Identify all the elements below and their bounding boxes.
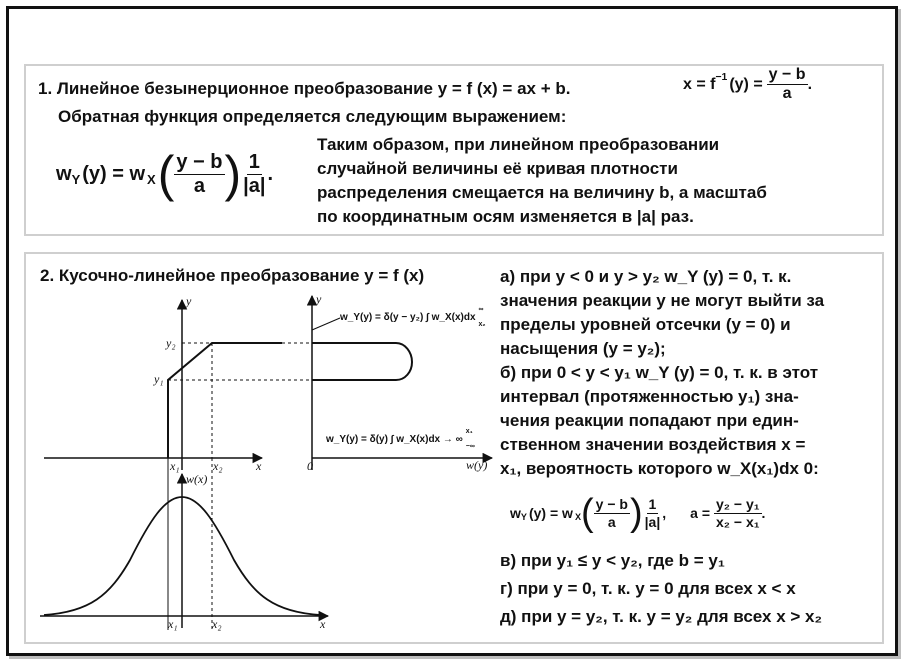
inverse-lhs: x = f — [683, 75, 716, 93]
condition-line: значения реакции y не могут выйти за — [500, 291, 825, 310]
condition-line: насыщения (y = y₂); — [500, 339, 666, 358]
label-y-axis-right: y — [316, 292, 322, 306]
transfer-curve — [168, 343, 282, 458]
density-lhs-sub: Y — [71, 171, 81, 187]
inverse-sup: −1 — [715, 72, 728, 84]
a-den: x₂ − x₁ — [716, 513, 760, 530]
label-y2: y₂ — [166, 336, 176, 350]
condition-line: пределы уровней отсечки (y = 0) и — [500, 315, 791, 334]
mid-mid-sub: X — [574, 512, 582, 522]
label-x1: x₁ — [170, 459, 180, 473]
label-x1-bottom: x₁ — [168, 617, 178, 631]
inverse-end: . — [807, 75, 813, 93]
a-end: . — [761, 505, 766, 521]
mid-one-frac — [643, 496, 663, 529]
density-abs: |a| — [243, 174, 266, 197]
a-fraction — [714, 496, 762, 529]
a-lhs: a = — [690, 505, 710, 521]
condition-line: а) при y < 0 и y > y₂ w_Y (y) = 0, т. к. — [500, 267, 792, 286]
inverse-num: y − b — [767, 66, 808, 85]
mid-mid: (y) = w — [528, 505, 573, 521]
formula-bottom-lower: −∞ — [465, 443, 475, 450]
section1-title: 1. Линейное безынерционное преобразование y = f (x) = ax + b. — [38, 79, 571, 98]
mid-lhs-sub: Y — [520, 512, 527, 522]
condition-line: x₁, вероятность которого w_X(x₁)dx 0: — [500, 459, 819, 478]
conclusion-line: распределения смещается на величину b, а масштаб — [317, 183, 767, 202]
formula-top-text: w_Y(y) = δ(y − y₂) ∫ w_X(x)dx — [340, 311, 476, 323]
mid-paren-open: ( — [581, 492, 594, 534]
paren-open: ( — [157, 146, 175, 202]
condition-line: чения реакции попадают при един- — [500, 411, 799, 430]
paren-close: ) — [224, 146, 242, 202]
conclusion-line: по координатным осям изменяется в |a| раз. — [317, 207, 694, 226]
formula-bottom-limits — [466, 428, 475, 450]
label-y-axis: y — [186, 294, 192, 308]
condition-line: интервал (протяженностью y₁) зна- — [500, 387, 799, 406]
formula-bottom-upper: x₁ — [465, 428, 473, 435]
delta-formula-bottom — [326, 428, 475, 450]
density-num: y − b — [176, 150, 223, 173]
a-num: y₂ − y₁ — [716, 496, 760, 513]
inverse-arg: (y) = — [729, 75, 763, 93]
density-mid: (y) = w — [82, 162, 146, 185]
density-mid-sub: X — [147, 171, 156, 187]
item-g: г) при y = 0, т. к. y = 0 для всех x < x — [500, 579, 796, 598]
formula-top-lower: x₂ — [478, 321, 486, 328]
inverse-den: a — [782, 85, 792, 103]
label-x2: x₂ — [213, 459, 223, 473]
mid-fraction — [594, 496, 630, 529]
formula-top-limits — [479, 306, 486, 328]
item-d: д) при y = y₂, т. к. y = y₂ для всех x > x₂ — [500, 607, 823, 626]
conclusion-line: Таким образом, при линейном преобразовании — [317, 135, 720, 154]
formula-bottom-text: w_Y(y) = δ(y) ∫ w_X(x)dx → ∞ — [326, 433, 463, 445]
density-formula-mid — [510, 488, 765, 538]
label-x-axis-bottom: x — [320, 617, 326, 631]
item-v: в) при y₁ ≤ y < y₂, где b = y₁ — [500, 551, 725, 570]
delta-pointer-top — [312, 318, 340, 330]
wy-density-curve — [312, 343, 412, 380]
label-x-axis: x — [256, 459, 262, 473]
density-den: a — [193, 174, 205, 197]
section1-subtitle: Обратная функция определяется следующим выражением: — [58, 107, 567, 126]
label-wy-axis: w(y) — [466, 458, 488, 472]
label-x2-bottom: x₂ — [212, 617, 222, 631]
mid-comma: , — [662, 505, 667, 521]
delta-formula-top — [340, 306, 486, 328]
label-wx-axis: w(x) — [186, 472, 208, 486]
section2-title: 2. Кусочно-линейное преобразование y = f (x) — [40, 266, 425, 285]
mid-paren-close: ) — [629, 492, 643, 534]
density-lhs: w — [56, 162, 72, 185]
mid-abs: |a| — [644, 513, 661, 530]
mid-den: a — [607, 513, 616, 530]
label-zero: 0 — [307, 459, 313, 473]
label-y1: y₁ — [154, 372, 164, 386]
mid-one: 1 — [648, 496, 657, 513]
mid-num: y − b — [595, 496, 628, 513]
mid-lhs: w — [510, 505, 521, 521]
density-one: 1 — [248, 150, 260, 173]
conclusion-line: случайной величины её кривая плотности — [317, 159, 678, 178]
density-end: . — [267, 162, 274, 185]
condition-line: ственном значении воздействия x = — [500, 435, 806, 454]
condition-line: б) при 0 < y < y₁ w_Y (y) = 0, т. к. в этот — [500, 363, 819, 382]
formula-top-upper: ∞ — [478, 306, 484, 313]
